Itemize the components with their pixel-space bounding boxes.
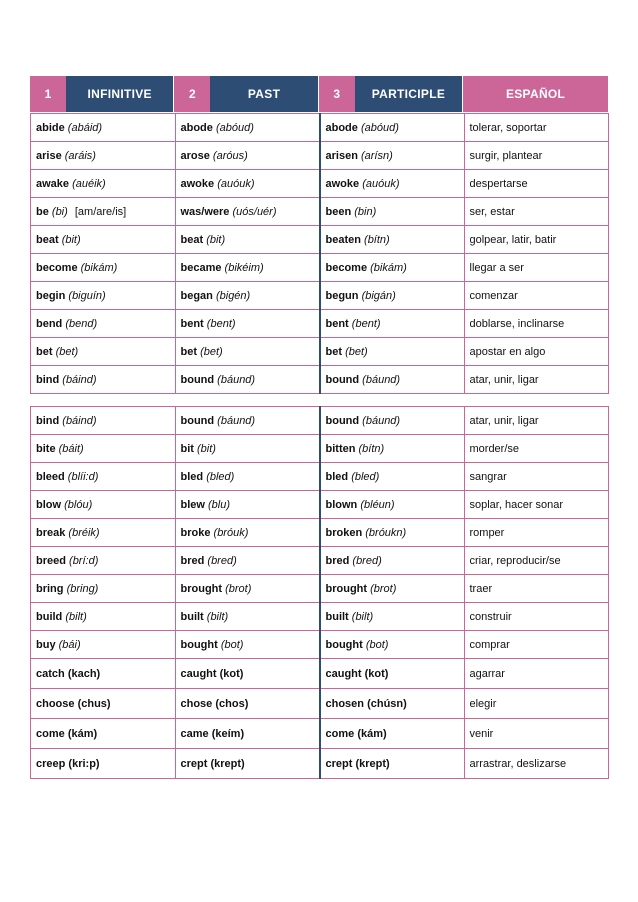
pronunciation: (bilt) <box>351 610 374 623</box>
spanish-translation: construir <box>464 603 609 631</box>
pronunciation: (bítn) <box>358 442 385 455</box>
verb-form: begun <box>325 289 359 302</box>
spanish-translation: apostar en algo <box>464 338 609 366</box>
pronunciation: (kot) <box>219 667 244 680</box>
verb-form: break <box>36 526 66 539</box>
verb-inf-cell <box>31 282 176 310</box>
verb-inf-cell <box>31 310 176 338</box>
verb-form: built <box>180 610 204 623</box>
pronunciation: (kach) <box>67 667 101 680</box>
spanish-translation: sangrar <box>464 463 609 491</box>
header-number: 1 <box>30 76 66 112</box>
verb-form: build <box>36 610 63 623</box>
pronunciation: (biguín) <box>68 289 106 302</box>
spanish-translation: agarrar <box>464 659 609 689</box>
spanish-translation: surgir, plantear <box>464 142 609 170</box>
spanish-translation: ser, estar <box>464 198 609 226</box>
verb-past-cell <box>175 282 320 310</box>
verb-form: begin <box>36 289 66 302</box>
verb-form: been <box>325 205 352 218</box>
verb-form: blow <box>36 498 62 511</box>
verb-form: crept <box>180 757 208 770</box>
verb-inf-cell <box>31 407 176 435</box>
header-number: 2 <box>174 76 210 112</box>
pronunciation: (bigán) <box>361 289 396 302</box>
verb-form: come <box>325 727 355 740</box>
table-row <box>31 719 609 749</box>
verb-past-cell <box>175 749 320 779</box>
verb-form: began <box>180 289 213 302</box>
pronunciation: (blu) <box>208 498 231 511</box>
verb-form: broke <box>180 526 211 539</box>
table-row <box>31 631 609 659</box>
header-label: PAST <box>210 76 317 112</box>
pronunciation: (aróus) <box>212 149 248 162</box>
verb-form: brought <box>325 582 368 595</box>
verb-past-cell <box>175 198 320 226</box>
verb-form: crept <box>325 757 353 770</box>
pronunciation: (auéik) <box>72 177 106 190</box>
verb-inf-cell <box>31 659 176 689</box>
verb-form: abode <box>180 121 213 134</box>
verb-part-cell <box>320 631 465 659</box>
table-row <box>31 407 609 435</box>
verb-inf-cell <box>31 114 176 142</box>
verb-form: bring <box>36 582 64 595</box>
pronunciation: (blíi:d) <box>67 470 99 483</box>
verb-inf-cell <box>31 170 176 198</box>
verb-table-1 <box>30 113 609 394</box>
verb-part-cell <box>320 719 465 749</box>
verb-past-cell <box>175 254 320 282</box>
verb-form: bound <box>325 414 360 427</box>
pronunciation: (kot) <box>364 667 389 680</box>
pronunciation: (báind) <box>62 414 97 427</box>
verb-form: bend <box>36 317 63 330</box>
pronunciation: (bilt) <box>65 610 87 623</box>
header-espanol: ESPAÑOL <box>463 76 608 112</box>
pronunciation: (bet) <box>200 345 223 358</box>
table-row <box>31 575 609 603</box>
verb-inf-cell <box>31 226 176 254</box>
verb-form: abide <box>36 121 65 134</box>
pronunciation: (bikám) <box>370 261 407 274</box>
verb-form: caught <box>180 667 217 680</box>
verb-form: bitten <box>325 442 356 455</box>
spanish-translation: comprar <box>464 631 609 659</box>
verb-part-cell <box>320 310 465 338</box>
spanish-translation: llegar a ser <box>464 254 609 282</box>
verb-past-cell <box>175 463 320 491</box>
pronunciation: (arísn) <box>360 149 393 162</box>
verb-part-cell <box>320 366 465 394</box>
verb-form: beat <box>36 233 59 246</box>
table-row <box>31 198 609 226</box>
verb-part-cell <box>320 689 465 719</box>
verb-inf-cell <box>31 254 176 282</box>
verb-part-cell <box>320 170 465 198</box>
header-label: INFINITIVE <box>66 76 173 112</box>
verb-part-cell <box>320 114 465 142</box>
verb-form: be <box>36 205 49 218</box>
verb-inf-cell <box>31 142 176 170</box>
header-number: 3 <box>319 76 355 112</box>
verb-form: bleed <box>36 470 65 483</box>
pronunciation: (abóud) <box>215 121 254 134</box>
verb-part-cell <box>320 226 465 254</box>
verb-form: bred <box>325 554 350 567</box>
verb-form: awoke <box>180 177 215 190</box>
verb-form: bred <box>180 554 205 567</box>
verb-past-cell <box>175 170 320 198</box>
verb-form: bled <box>180 470 204 483</box>
pronunciation: (brot) <box>225 582 252 595</box>
verb-past-cell <box>175 575 320 603</box>
verb-part-cell <box>320 603 465 631</box>
verb-form: buy <box>36 638 56 651</box>
verb-form: beat <box>180 233 204 246</box>
verb-inf-cell <box>31 338 176 366</box>
spanish-translation: criar, reproducir/se <box>464 547 609 575</box>
verb-inf-cell <box>31 631 176 659</box>
verb-form: arise <box>36 149 62 162</box>
pronunciation: (bend) <box>65 317 98 330</box>
verb-form: bent <box>325 317 349 330</box>
verb-past-cell <box>175 338 320 366</box>
pronunciation: (krept) <box>210 757 245 770</box>
verb-form: bought <box>180 638 218 651</box>
spanish-translation: atar, unir, ligar <box>464 407 609 435</box>
table-row <box>31 254 609 282</box>
verb-form: broken <box>325 526 363 539</box>
verb-form: awake <box>36 177 70 190</box>
table-row <box>31 170 609 198</box>
verb-past-cell <box>175 519 320 547</box>
verb-past-cell <box>175 142 320 170</box>
table-row <box>31 547 609 575</box>
verb-form: come <box>36 727 65 740</box>
spanish-translation: elegir <box>464 689 609 719</box>
table-row <box>31 689 609 719</box>
header-infinitive <box>30 76 174 112</box>
pronunciation: (báind) <box>62 373 97 386</box>
verb-inf-cell <box>31 491 176 519</box>
verb-form: blown <box>325 498 358 511</box>
table-row <box>31 114 609 142</box>
pronunciation: (bléun) <box>360 498 395 511</box>
verb-inf-cell <box>31 366 176 394</box>
verb-part-cell <box>320 659 465 689</box>
verb-sheet <box>30 76 608 779</box>
table-row <box>31 142 609 170</box>
pronunciation: (bled) <box>351 470 380 483</box>
pronunciation: (bítn) <box>364 233 390 246</box>
spanish-translation: golpear, latir, batir <box>464 226 609 254</box>
verb-form: became <box>180 261 222 274</box>
pronunciation: (aráis) <box>64 149 96 162</box>
pronunciation: (bréik) <box>68 526 100 539</box>
verb-form: arose <box>180 149 210 162</box>
verb-past-cell <box>175 659 320 689</box>
verb-part-cell <box>320 282 465 310</box>
pronunciation: (bred) <box>207 554 237 567</box>
pronunciation: (bet) <box>345 345 368 358</box>
pronunciation: (bit) <box>206 233 226 246</box>
verb-inf-cell <box>31 198 176 226</box>
verb-form: bled <box>325 470 349 483</box>
table-row <box>31 463 609 491</box>
pronunciation: (bit) <box>61 233 81 246</box>
pronunciation: (krept) <box>355 757 390 770</box>
verb-past-cell <box>175 547 320 575</box>
verb-inf-cell <box>31 749 176 779</box>
pronunciation: (chus) <box>77 697 111 710</box>
pronunciation: (bled) <box>206 470 235 483</box>
verb-part-cell <box>320 338 465 366</box>
verb-form: creep <box>36 757 66 770</box>
table-row <box>31 491 609 519</box>
table-row <box>31 519 609 547</box>
pronunciation: (báund) <box>217 373 256 386</box>
pronunciation: (báund) <box>362 414 401 427</box>
verb-part-cell <box>320 575 465 603</box>
verb-past-cell <box>175 114 320 142</box>
table-row <box>31 226 609 254</box>
spanish-translation: despertarse <box>464 170 609 198</box>
pronunciation: (bikám) <box>80 261 118 274</box>
verb-form: bound <box>180 373 215 386</box>
header-participle <box>319 76 463 112</box>
verb-forms-extra: [am/are/is] <box>74 205 127 218</box>
pronunciation: (kám) <box>357 727 387 740</box>
verb-form: breed <box>36 554 66 567</box>
verb-form: bet <box>325 345 342 358</box>
pronunciation: (bot) <box>365 638 389 651</box>
pronunciation: (kri:p) <box>68 757 100 770</box>
verb-form: abode <box>325 121 358 134</box>
verb-form: caught <box>325 667 362 680</box>
verb-form: bound <box>180 414 215 427</box>
pronunciation: (báund) <box>362 373 401 386</box>
pronunciation: (kám) <box>67 727 98 740</box>
verb-form: bent <box>180 317 204 330</box>
pronunciation: (uós/uér) <box>232 205 277 218</box>
verb-part-cell <box>320 519 465 547</box>
table-row <box>31 749 609 779</box>
spanish-translation: comenzar <box>464 282 609 310</box>
verb-form: bought <box>325 638 363 651</box>
verb-inf-cell <box>31 603 176 631</box>
pronunciation: (chos) <box>215 697 249 710</box>
pronunciation: (bin) <box>354 205 377 218</box>
verb-part-cell <box>320 435 465 463</box>
spanish-translation: doblarse, inclinarse <box>464 310 609 338</box>
pronunciation: (brí:d) <box>69 554 99 567</box>
verb-inf-cell <box>31 463 176 491</box>
table-row <box>31 338 609 366</box>
pronunciation: (bróuk) <box>213 526 249 539</box>
header-label: PARTICIPLE <box>355 76 462 112</box>
verb-inf-cell <box>31 719 176 749</box>
pronunciation: (bet) <box>55 345 79 358</box>
table-header <box>30 76 608 112</box>
verb-form: chosen <box>325 697 365 710</box>
verb-form: bind <box>36 414 60 427</box>
spanish-translation: romper <box>464 519 609 547</box>
pronunciation: (abáid) <box>67 121 103 134</box>
pronunciation: (báit) <box>58 442 84 455</box>
pronunciation: (bái) <box>58 638 81 651</box>
verb-form: bet <box>36 345 53 358</box>
verb-form: bound <box>325 373 360 386</box>
verb-form: blew <box>180 498 205 511</box>
pronunciation: (brot) <box>370 582 397 595</box>
table-row <box>31 435 609 463</box>
pronunciation: (abóud) <box>360 121 399 134</box>
verb-past-cell <box>175 435 320 463</box>
pronunciation: (bikéim) <box>224 261 264 274</box>
verb-past-cell <box>175 366 320 394</box>
verb-form: chose <box>180 697 213 710</box>
spanish-translation: morder/se <box>464 435 609 463</box>
verb-past-cell <box>175 491 320 519</box>
pronunciation: (chúsn) <box>367 697 407 710</box>
verb-form: was/were <box>180 205 230 218</box>
verb-inf-cell <box>31 435 176 463</box>
verb-form: came <box>180 727 209 740</box>
pronunciation: (bring) <box>66 582 99 595</box>
verb-form: bind <box>36 373 60 386</box>
verb-form: beaten <box>325 233 361 246</box>
spanish-translation: arrastrar, deslizarse <box>464 749 609 779</box>
verb-part-cell <box>320 547 465 575</box>
verb-part-cell <box>320 142 465 170</box>
pronunciation: (bróukn) <box>365 526 407 539</box>
pronunciation: (blóu) <box>64 498 93 511</box>
verb-part-cell <box>320 749 465 779</box>
pronunciation: (bilt) <box>206 610 229 623</box>
verb-form: catch <box>36 667 65 680</box>
verb-inf-cell <box>31 519 176 547</box>
verb-form: bite <box>36 442 56 455</box>
verb-past-cell <box>175 631 320 659</box>
verb-inf-cell <box>31 689 176 719</box>
pronunciation: (keím) <box>211 727 245 740</box>
spanish-translation: tolerar, soportar <box>464 114 609 142</box>
verb-form: choose <box>36 697 75 710</box>
verb-form: built <box>325 610 349 623</box>
verb-form: brought <box>180 582 223 595</box>
verb-past-cell <box>175 226 320 254</box>
pronunciation: (auóuk) <box>217 177 255 190</box>
verb-form: become <box>325 261 368 274</box>
spanish-translation: traer <box>464 575 609 603</box>
pronunciation: (bi) <box>51 205 68 218</box>
table-row <box>31 659 609 689</box>
header-past <box>174 76 318 112</box>
verb-form: become <box>36 261 78 274</box>
pronunciation: (bot) <box>220 638 244 651</box>
pronunciation: (auóuk) <box>362 177 400 190</box>
verb-form: bit <box>180 442 194 455</box>
verb-past-cell <box>175 310 320 338</box>
verb-form: arisen <box>325 149 358 162</box>
table-row <box>31 366 609 394</box>
verb-past-cell <box>175 719 320 749</box>
pronunciation: (bent) <box>206 317 236 330</box>
verb-inf-cell <box>31 547 176 575</box>
verb-part-cell <box>320 491 465 519</box>
pronunciation: (bit) <box>197 442 216 455</box>
verb-part-cell <box>320 198 465 226</box>
verb-past-cell <box>175 603 320 631</box>
spanish-translation: soplar, hacer sonar <box>464 491 609 519</box>
verb-past-cell <box>175 407 320 435</box>
verb-table-2 <box>30 406 609 779</box>
pronunciation: (bred) <box>352 554 382 567</box>
pronunciation: (bent) <box>351 317 381 330</box>
verb-form: awoke <box>325 177 360 190</box>
verb-past-cell <box>175 689 320 719</box>
verb-part-cell <box>320 254 465 282</box>
pronunciation: (bigén) <box>215 289 251 302</box>
verb-part-cell <box>320 463 465 491</box>
verb-inf-cell <box>31 575 176 603</box>
spanish-translation: atar, unir, ligar <box>464 366 609 394</box>
table-row <box>31 282 609 310</box>
pronunciation: (báund) <box>217 414 256 427</box>
verb-part-cell <box>320 407 465 435</box>
table-row <box>31 310 609 338</box>
table-row <box>31 603 609 631</box>
spanish-translation: venir <box>464 719 609 749</box>
verb-form: bet <box>180 345 197 358</box>
